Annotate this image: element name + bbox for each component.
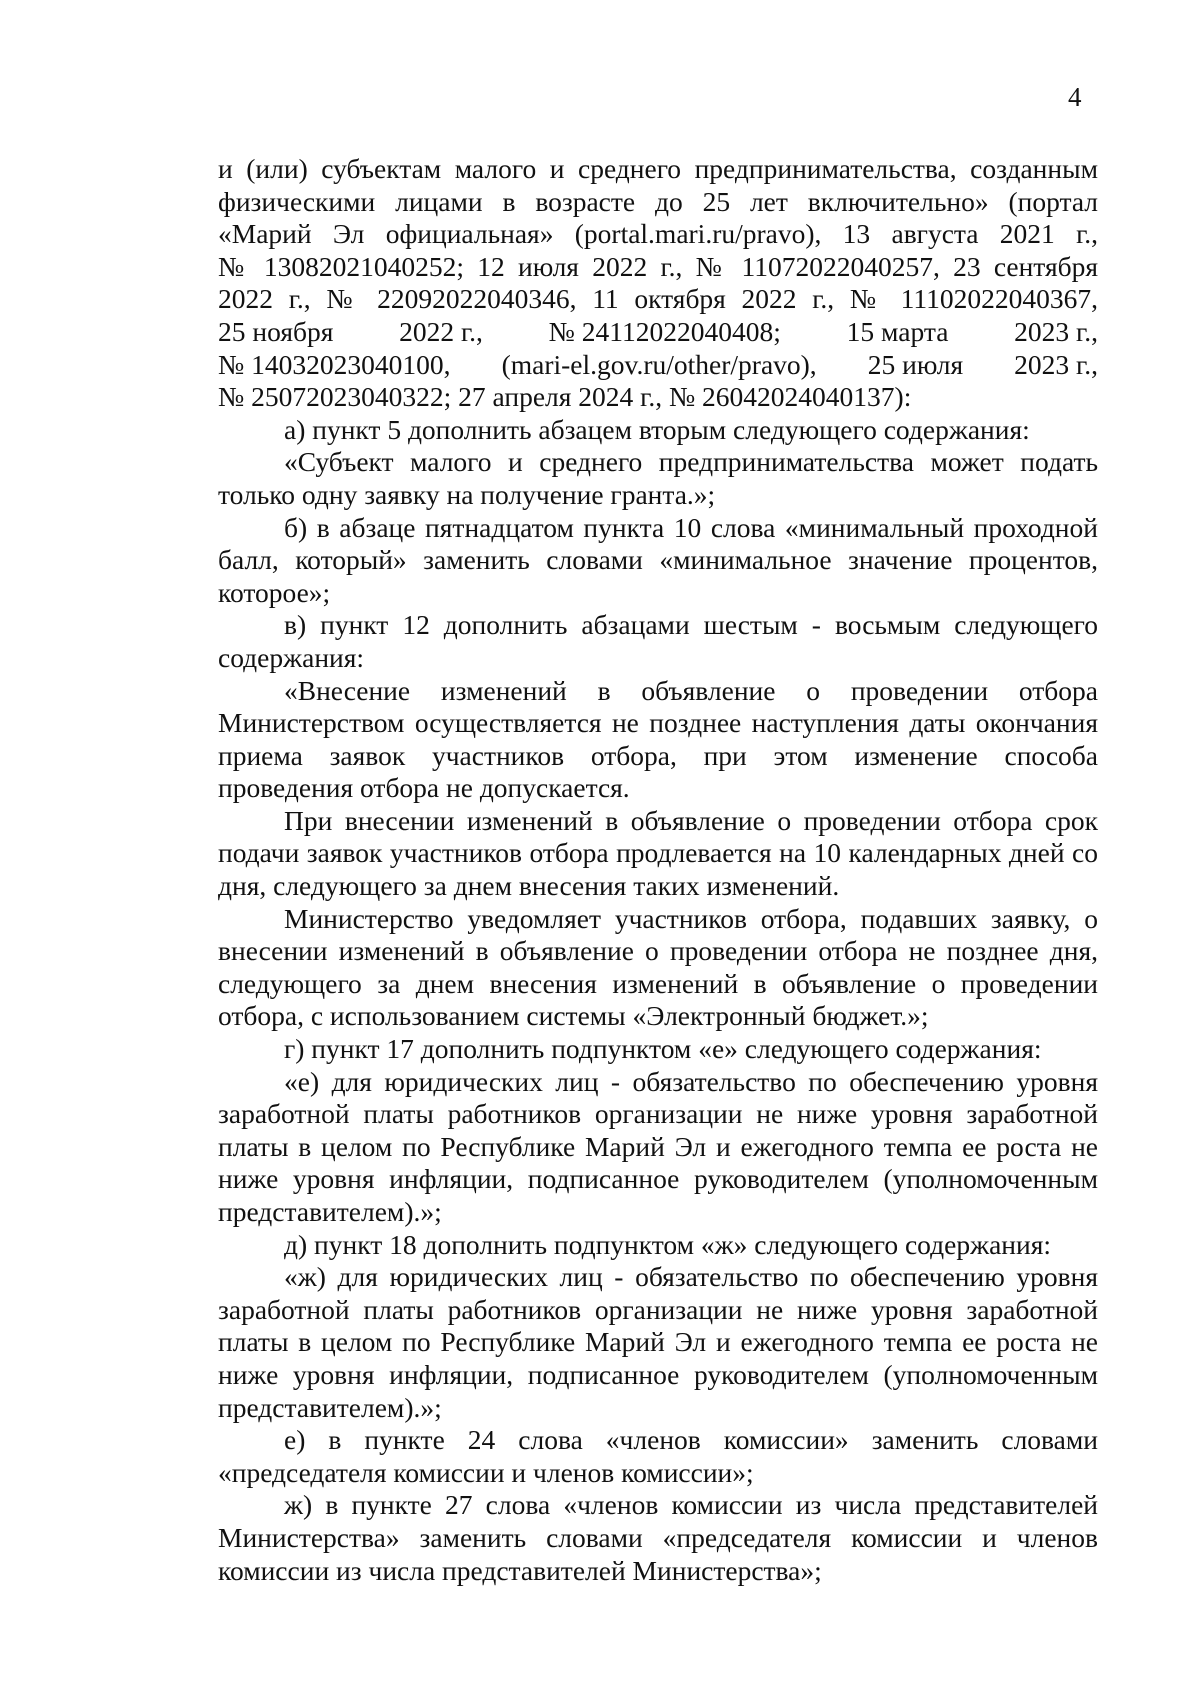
quoted-text: «е) для юридических лиц - обязательство по обеспечению уровня заработной платы работников организации не ниже уровня заработной платы в целом по Республике Марий Эл и ежегодного темпа ее роста не ниже уровня инфляции, подписанное руководителем (уполномоченным представителем).»; [218,1065,1098,1227]
text-line: физическими лицами в возрасте до 25 лет включительно» (портал [218,185,1098,217]
quoted-text: Министерство уведомляет участников отбора, подавших заявку, о внесении изменений в объявление о проведении отбора не позднее дня, следующего за днем внесения изменений в объявление о проведении отбора, с использованием системы «Электронный бюджет.»; [218,902,1098,1032]
text-line: «Марий Эл официальная» (portal.mari.ru/pravo), 13 августа 2021 г., [218,218,1098,250]
text-line: № 13082021040252; 12 июля 2022 г., № 11072022040257, 23 сентября [218,250,1098,282]
amendment-item-d: д) пункт 18 дополнить подпунктом «ж» следующего содержания: [284,1228,1051,1260]
quoted-text: «Субъект малого и среднего предпринимательства может подать только одну заявку на получение гранта.»; [218,446,1098,510]
text-line: № 25072023040322; 27 апреля 2024 г., № 26042024040137): [218,381,912,413]
text-line [218,316,1098,349]
text-line: и (или) субъектам малого и среднего предпринимательства, созданным [218,153,1098,184]
text-fragment: № 14032023040100, [218,348,451,380]
text-fragment: 25 июля [867,348,964,380]
text-fragment: № 24112022040408; [548,315,781,347]
amendment-item-v: в) пункт 12 дополнить абзацами шестым - восьмым следующего содержания: [218,609,1098,673]
text-fragment: 2023 г., [1014,315,1098,347]
text-fragment: (mari-el.gov.ru/other/pravo), [501,348,817,380]
quoted-text: При внесении изменений в объявление о проведении отбора срок подачи заявок участников отбора продлевается на 10 календарных дней со дня, следующего за днем внесения таких изменений. [218,804,1098,902]
amendment-item-zh: ж) в пункте 27 слова «членов комиссии из числа представителей Министерства» заменить словами «председателя комиссии и членов комиссии из числа представителей Министерства»; [218,1489,1098,1586]
intro-paragraph [218,153,1098,414]
amendment-item-g: г) пункт 17 дополнить подпунктом «е» следующего содержания: [284,1033,1042,1065]
text-fragment: 2023 г., [1014,348,1098,380]
amendment-item-b: б) в абзаце пятнадцатом пункта 10 слова «минимальный проходной балл, который» заменить словами «минимальное значение процентов, которое»; [218,511,1098,608]
document-body [218,153,1098,1587]
text-fragment: 2022 г., [399,315,483,347]
text-fragment: 25 ноября [218,315,334,347]
quoted-text: «Внесение изменений в объявление о проведении отбора Министерством осуществляется не позднее наступления даты окончания приема заявок участников отбора, при этом изменение способа проведения отбора не допускается. [218,674,1098,804]
amendment-item-e: е) в пункте 24 слова «членов комиссии» заменить словами «председателя комиссии и членов комиссии»; [218,1424,1098,1488]
amendment-item-a: а) пункт 5 дополнить абзацем вторым следующего содержания: [284,413,1030,445]
page-number: 4 [1068,82,1082,112]
text-line [218,349,1098,382]
text-line: 2022 г., № 22092022040346, 11 октября 2022 г., № 11102022040367, [218,283,1098,315]
quoted-text: «ж) для юридических лиц - обязательство по обеспечению уровня заработной платы работников организации не ниже уровня заработной платы в целом по Республике Марий Эл и ежегодного темпа ее роста не ниже уровня инфляции, подписанное руководителем (уполномоченным представителем).»; [218,1261,1098,1423]
text-fragment: 15 марта [846,315,949,347]
